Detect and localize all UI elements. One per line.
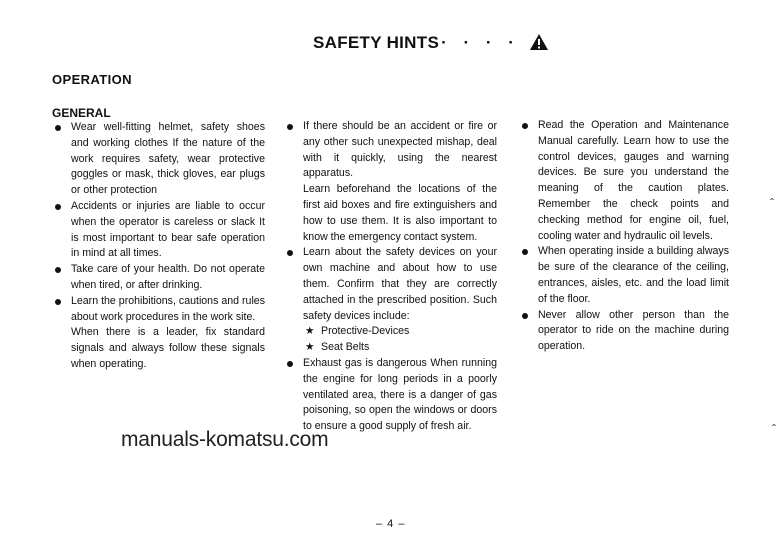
item-text: Accidents or injuries are liable to occur when the operator is careless or slack It is most important to bear safe operation in mind at all times.: [71, 199, 265, 260]
bullet-icon: [55, 204, 61, 210]
bullet-icon: [522, 249, 528, 255]
item-text: If there should be an accident or fire or any other such unexpected mishap, deal with it quickly, using the nearest apparatus.: [303, 120, 497, 180]
bullet-icon: [287, 361, 293, 367]
bullet-icon: [522, 123, 528, 129]
item-text: Wear well-fitting helmet, safety shoes and working clothes If the nature of the work requires safety, wear protective goggles or mask, thick gloves, ear plugs or other protection: [71, 121, 265, 197]
list-item: [285, 245, 497, 356]
sub-item-text: Seat Belts: [321, 341, 370, 354]
list-item: [53, 262, 265, 294]
list-item: [520, 244, 729, 307]
list-item: [285, 119, 497, 245]
bullet-icon: [55, 125, 61, 131]
column-3: [520, 118, 729, 355]
star-icon: ★: [305, 325, 315, 338]
list-item: [53, 199, 265, 262]
bullet-icon: [522, 313, 528, 319]
item-text: Learn about the safety devices on your own machine and about how to use them. Confirm that they are correctly attached in the prescribed position. Such safety devices include:: [303, 246, 497, 322]
list-item: [520, 118, 729, 244]
list-item: [520, 308, 729, 355]
section-heading: OPERATION: [52, 72, 132, 87]
title-dots: · · · ·: [441, 33, 520, 52]
list-item: [285, 356, 497, 435]
bullet-icon: [287, 250, 293, 256]
bullet-icon: [55, 299, 61, 305]
item-text: Take care of your health. Do not operate when tired, or after drinking.: [71, 263, 265, 291]
page-title: [313, 33, 549, 53]
subsection-heading: GENERAL: [52, 106, 111, 120]
warning-triangle-icon: [529, 33, 549, 51]
list-item: [53, 120, 265, 199]
column-1: [53, 120, 265, 373]
title-text: SAFETY HINTS: [313, 33, 440, 52]
column-2: [285, 119, 497, 435]
page-number: – 4 –: [376, 518, 406, 530]
item-text: Read the Operation and Maintenance Manual carefully. Learn how to use the control devices, gauges and warning devices. Be sure you understand the meaning of the caution plates. Remember the check points and checking method for engine oil, fuel, cooling water and hydraulic oil levels.: [538, 119, 729, 242]
list-item: [53, 294, 265, 373]
item-text: When operating inside a building always be sure of the clearance of the ceiling, entrances, aisles, etc. and the load limit of the floor.: [538, 245, 729, 305]
item-text-continued: Learn beforehand the locations of the first aid boxes and fire extinguishers and how to use them. It is also important to know the emergency contact system.: [303, 183, 497, 243]
watermark: manuals-komatsu.com: [121, 428, 329, 451]
bullet-icon: [55, 267, 61, 273]
scan-mark: ˆ: [770, 196, 774, 210]
bullet-icon: [287, 124, 293, 130]
item-text: Learn the prohibitions, cautions and rules about work procedures in the work site.: [71, 294, 265, 323]
item-text-continued: When there is a leader, fix standard signals and always follow these signals when operating.: [71, 326, 265, 370]
star-icon: ★: [305, 341, 315, 354]
sub-item: [303, 340, 497, 356]
item-text: Never allow other person than the operator to ride on the machine during operation.: [538, 308, 729, 353]
scan-mark: ˆ: [772, 422, 776, 436]
sub-item-text: Protective-Devices: [321, 325, 410, 338]
item-text: Exhaust gas is dangerous When running the engine for long periods in a poorly ventilated area, there is a danger of gas poisoning, so open the windows or doors to ensure a good supply of fresh air.: [303, 356, 497, 433]
sub-item: [303, 324, 497, 340]
